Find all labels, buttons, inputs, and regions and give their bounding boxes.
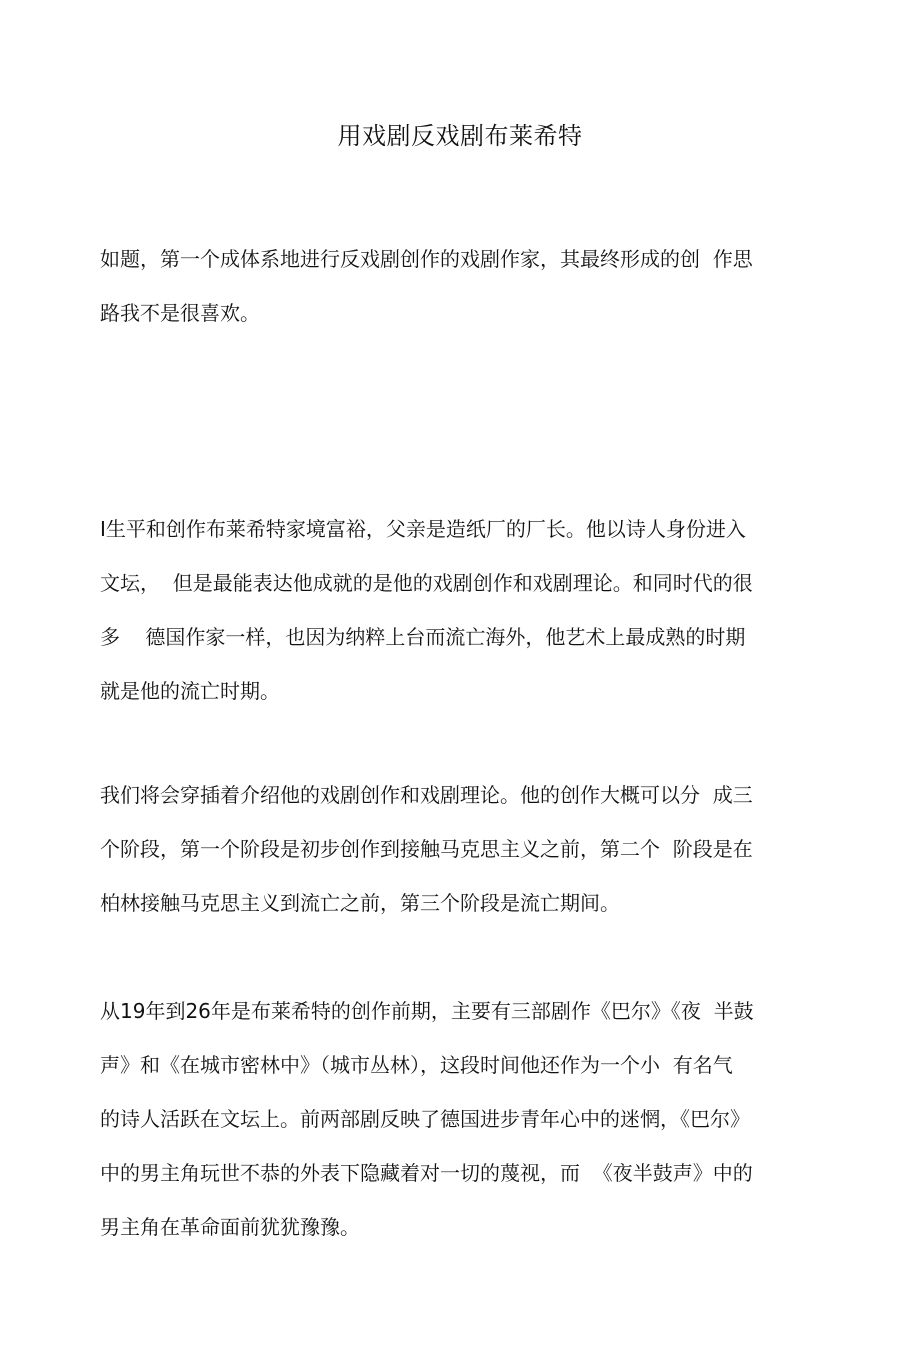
paragraph-line: I生平和创作布莱希特家境富裕，父亲是造纸厂的厂长。他以诗人身份进入: [100, 517, 746, 541]
paragraph-line: 文坛， 但是最能表达他成就的是他的戏剧创作和戏剧理论。和同时代的很: [100, 571, 753, 595]
paragraph-line: 中的男主角玩世不恭的外表下隐藏着对一切的蔑视，而 《夜半鼓声》中的: [100, 1161, 753, 1185]
paragraph-line: 就是他的流亡时期。: [100, 679, 280, 703]
paragraph-line: 的诗人活跃在文坛上。前两部剧反映了德国进步青年心中的迷惘，《巴尔》: [100, 1107, 750, 1131]
paragraph-early-period: [100, 984, 840, 1254]
paragraph-biography: [100, 502, 840, 718]
paragraph-stages: [100, 768, 840, 930]
paragraph-intro: [100, 232, 840, 340]
paragraph-line: 路我不是很喜欢。: [100, 301, 260, 325]
paragraph-line: 多 德国作家一样，也因为纳粹上台而流亡海外，他艺术上最成熟的时期: [100, 625, 746, 649]
paragraph-line: 如题，第一个成体系地进行反戏剧创作的戏剧作家，其最终形成的创 作思: [100, 247, 753, 271]
paragraph-line: 个阶段，第一个阶段是初步创作到接触马克思主义之前，第二个 阶段是在: [100, 837, 753, 861]
paragraph-line: 我们将会穿插着介绍他的戏剧创作和戏剧理论。他的创作大概可以分 成三: [100, 783, 753, 807]
document-title: 用戏剧反戏剧布莱希特: [337, 122, 583, 150]
paragraph-line: 男主角在革命面前犹犹豫豫。: [100, 1215, 360, 1239]
paragraph-line: 柏林接触马克思主义到流亡之前，第三个阶段是流亡期间。: [100, 891, 620, 915]
paragraph-line: 从19年到26年是布莱希特的创作前期，主要有三部剧作《巴尔》《夜 半鼓: [100, 999, 754, 1023]
paragraph-line: 声》和《在城市密林中》（城市丛林），这段时间他还作为一个小 有名气: [100, 1053, 733, 1077]
